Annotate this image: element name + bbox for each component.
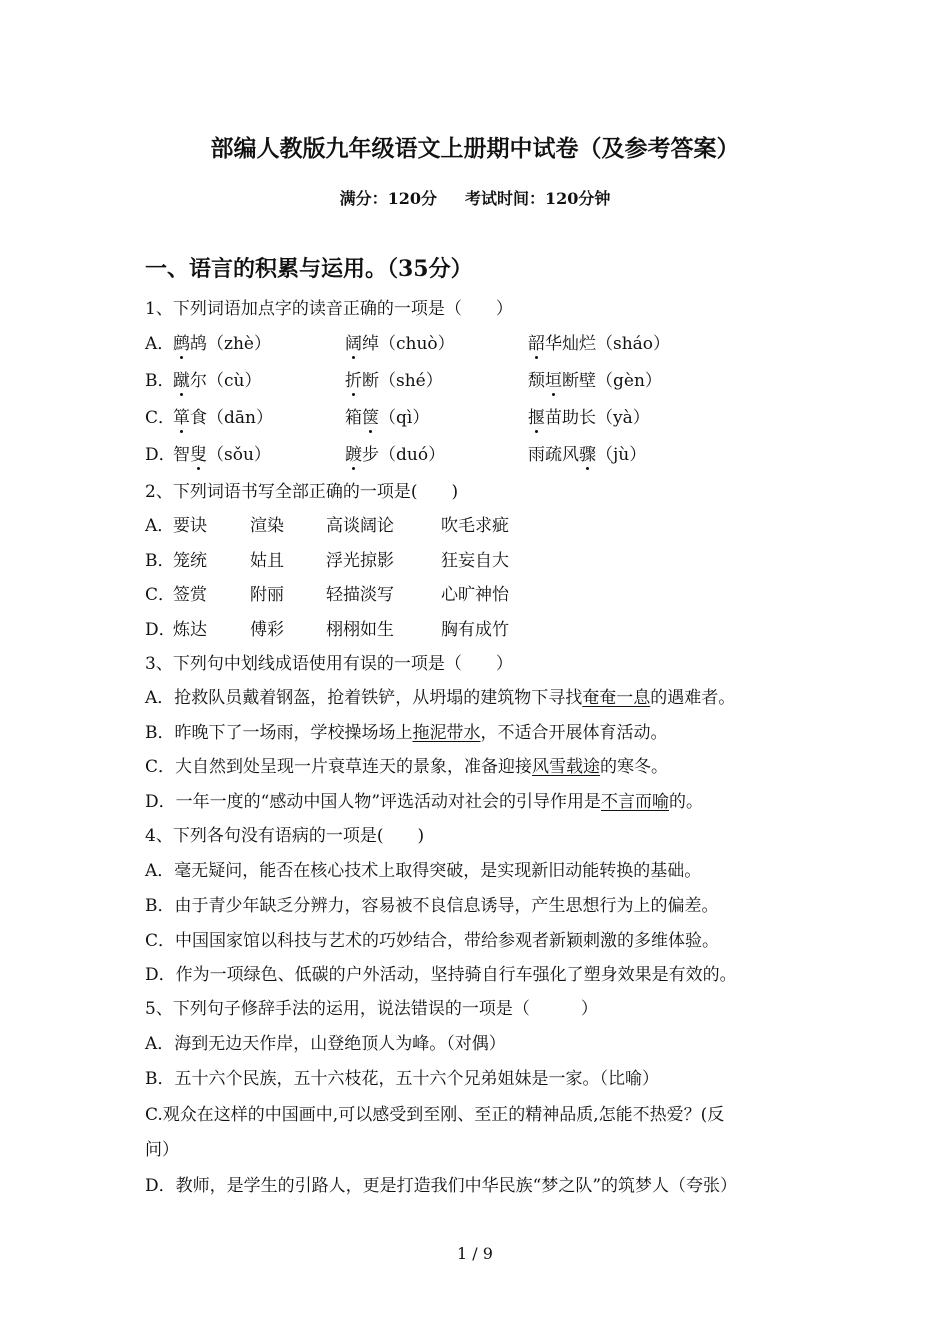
q3-stem: 3、下列句中划线成语使用有误的一项是（ ） — [145, 654, 513, 674]
q1-a-word2: 阔绰（chuò） — [345, 329, 455, 354]
exam-info — [0, 186, 950, 209]
q4-option-c: C．中国国家馆以科技与艺术的巧妙结合，带给参观者新颖刺激的多维体验。 — [145, 931, 720, 951]
q5-option-c-cont: 问） — [145, 1140, 179, 1160]
exam-time: 考试时间：120分钟 — [465, 189, 611, 208]
q1-d-word3: 雨疏风骤（jù） — [528, 440, 646, 465]
q1-stem: 1、下列词语加点字的读音正确的一项是（ ） — [145, 299, 513, 319]
q3-option-c: C．大自然到处呈现一片衰草连天的景象，准备迎接风雪载途的寒冬。 — [145, 757, 669, 777]
q1-c-word2: 箱箧（qì） — [345, 403, 429, 428]
q1-b-word1: 蹴尔（cù） — [173, 366, 261, 391]
q4-option-d: D．作为一项绿色、低碳的户外活动，坚持骑自行车强化了塑身效果是有效的。 — [145, 965, 737, 985]
q5-option-a: A．海到无边天作岸，山登绝顶人为峰。（对偶） — [145, 1034, 506, 1054]
section-heading: 一、语言的积累与运用。（35分） — [145, 256, 473, 282]
q1-c-word3: 揠苗助长（yà） — [528, 403, 650, 428]
underlined-idiom: 不言而喻 — [601, 792, 670, 812]
q1-a-label: A． — [145, 334, 175, 354]
q3-option-a: A．抢救队员戴着钢盔，抢着铁铲，从坍塌的建筑物下寻找奄奄一息的遇难者。 — [145, 688, 736, 708]
q4-option-b: B．由于青少年缺乏分辨力，容易被不良信息诱导，产生思想行为上的偏差。 — [145, 896, 719, 916]
q5-option-c: C.观众在这样的中国画中,可以感受到至刚、至正的精神品质,怎能不热爱？(反 — [145, 1105, 725, 1125]
q1-b-label: B． — [145, 371, 175, 391]
underlined-idiom: 拖泥带水 — [412, 723, 481, 743]
q5-option-b: B．五十六个民族，五十六枝花，五十六个兄弟姐妹是一家。（比喻） — [145, 1069, 659, 1089]
q1-a-word3: 韶华灿烂（sháo） — [528, 329, 670, 354]
page-title: 部编人教版九年级语文上册期中试卷（及参考答案） — [210, 135, 740, 162]
q5-option-d: D．教师，是学生的引路人，更是打造我们中华民族“梦之队”的筑梦人（夸张） — [145, 1176, 738, 1196]
q1-b-word2: 折断（shé） — [345, 366, 443, 391]
page-number: 1 / 9 — [457, 1244, 493, 1263]
full-score: 满分：120分 — [339, 189, 437, 208]
q3-option-d: D．一年一度的“感动中国人物”评选活动对社会的引导作用是不言而喻的。 — [145, 792, 704, 812]
q1-d-label: D． — [145, 445, 176, 465]
q1-c-label: C． — [145, 408, 176, 428]
underlined-idiom: 风雪载途 — [532, 757, 601, 777]
q1-b-word3: 颓垣断壁（gèn） — [528, 366, 662, 391]
q4-option-a: A．毫无疑问，能否在核心技术上取得突破，是实现新旧动能转换的基础。 — [145, 861, 702, 881]
q3-option-b: B．昨晚下了一场雨，学校操场场上拖泥带水，不适合开展体育活动。 — [145, 723, 668, 743]
q1-c-word1: 箪食（dān） — [173, 403, 273, 428]
q4-stem: 4、下列各句没有语病的一项是( ) — [145, 826, 425, 846]
q1-d-word2: 踱步（duó） — [345, 440, 445, 465]
q1-d-word1: 智叟（sǒu） — [173, 440, 271, 465]
underlined-idiom: 奄奄一息 — [582, 688, 651, 708]
q1-a-word1: 鹧鸪（zhè） — [173, 329, 271, 354]
q5-stem: 5、下列句子修辞手法的运用，说法错误的一项是（ ） — [145, 999, 598, 1019]
q2-stem: 2、下列词语书写全部正确的一项是( ) — [145, 482, 459, 502]
